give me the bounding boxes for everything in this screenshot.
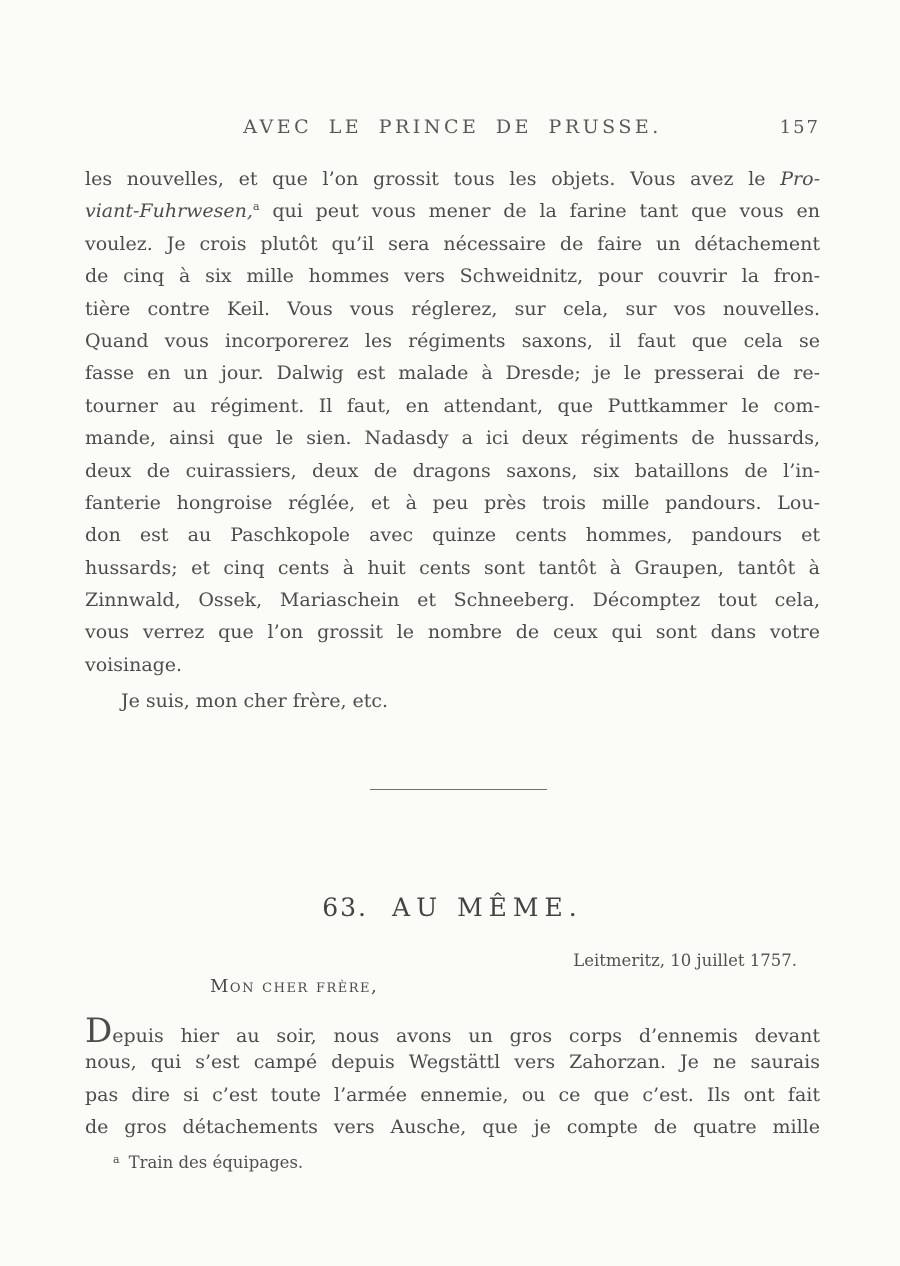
page-title: AVEC LE PRINCE DE PRUSSE. bbox=[243, 116, 662, 138]
footnote-text: Train des équipages. bbox=[128, 1153, 304, 1172]
text-line: fanterie hongroise réglée, et à peu près trois mille pandours. Lou- bbox=[85, 491, 820, 514]
italic-segment: viant-Fuhrwesen, bbox=[85, 200, 253, 223]
text-segment: qui peut vous mener de la farine tant que vous en bbox=[272, 200, 820, 223]
text-line: de cinq à six mille hommes vers Schweidnitz, pour couvrir la fron- bbox=[85, 265, 820, 288]
footnote bbox=[113, 1153, 303, 1172]
letter63-body bbox=[85, 1011, 820, 1144]
text-line: Zinnwald, Ossek, Mariaschein et Schneeberg. Décomptez tout cela, bbox=[85, 589, 820, 612]
text-line: Quand vous incorporerez les régiments saxons, il faut que cela se bbox=[85, 329, 820, 352]
text-line: tière contre Keil. Vous vous réglerez, sur cela, sur vos nouvelles. bbox=[85, 297, 820, 320]
salutation: Mon cher frère, bbox=[210, 976, 379, 997]
text-line: don est au Paschkopole avec quinze cents hommes, pandours et bbox=[85, 524, 820, 547]
italic-segment: Pro- bbox=[780, 168, 820, 190]
text-segment: les nouvelles, et que l’on grossit tous les objets. Vous avez le bbox=[85, 168, 766, 190]
letter-heading bbox=[85, 893, 820, 922]
letter-number: 63. bbox=[322, 893, 369, 922]
text-line: voulez. Je crois plutôt qu’il sera nécessaire de faire un détachement bbox=[85, 232, 820, 255]
text-line bbox=[85, 163, 820, 195]
text-line: deux de cuirassiers, deux de dragons saxons, six bataillons de l’in- bbox=[85, 459, 820, 482]
text-line: hussards; et cinq cents à huit cents sont tantôt à Graupen, tantôt à bbox=[85, 556, 820, 579]
text-line: nous, qui s’est campé depuis Wegstättl vers Zahorzan. Je ne saurais bbox=[85, 1051, 820, 1074]
section-divider bbox=[370, 789, 547, 790]
text-line bbox=[85, 1011, 820, 1051]
text-line: voisinage. bbox=[85, 653, 183, 676]
letter-closing: Je suis, mon cher frère, etc. bbox=[121, 690, 389, 713]
text-line: de gros détachements vers Ausche, que je compte de quatre mille bbox=[85, 1116, 820, 1139]
letter-title: AU MÊME. bbox=[392, 893, 583, 922]
letter62-body bbox=[85, 163, 820, 718]
text-segment: epuis hier au soir, nous avons un gros corps d’ennemis devant bbox=[112, 1025, 820, 1047]
text-line bbox=[85, 195, 820, 227]
footnote-marker: a bbox=[113, 1153, 120, 1166]
text-line: vous verrez que l’on grossit le nombre de ceux qui sont dans votre bbox=[85, 621, 820, 644]
text-line: tourner au régiment. Il faut, en attendant, que Puttkammer le com- bbox=[85, 394, 820, 417]
page-number: 157 bbox=[779, 117, 820, 138]
drop-cap: D bbox=[85, 1011, 113, 1051]
text-line: fasse en un jour. Dalwig est malade à Dresde; je le presserai de re- bbox=[85, 362, 820, 385]
running-head bbox=[85, 116, 820, 138]
footnote-reference: a bbox=[252, 200, 260, 214]
text-line: mande, ainsi que le sien. Nadasdy a ici deux régiments de hussards, bbox=[85, 427, 820, 450]
dateline: Leitmeritz, 10 juillet 1757. bbox=[573, 951, 797, 970]
text-line: pas dire si c’est toute l’armée ennemie, ou ce que c’est. Ils ont fait bbox=[85, 1083, 820, 1106]
